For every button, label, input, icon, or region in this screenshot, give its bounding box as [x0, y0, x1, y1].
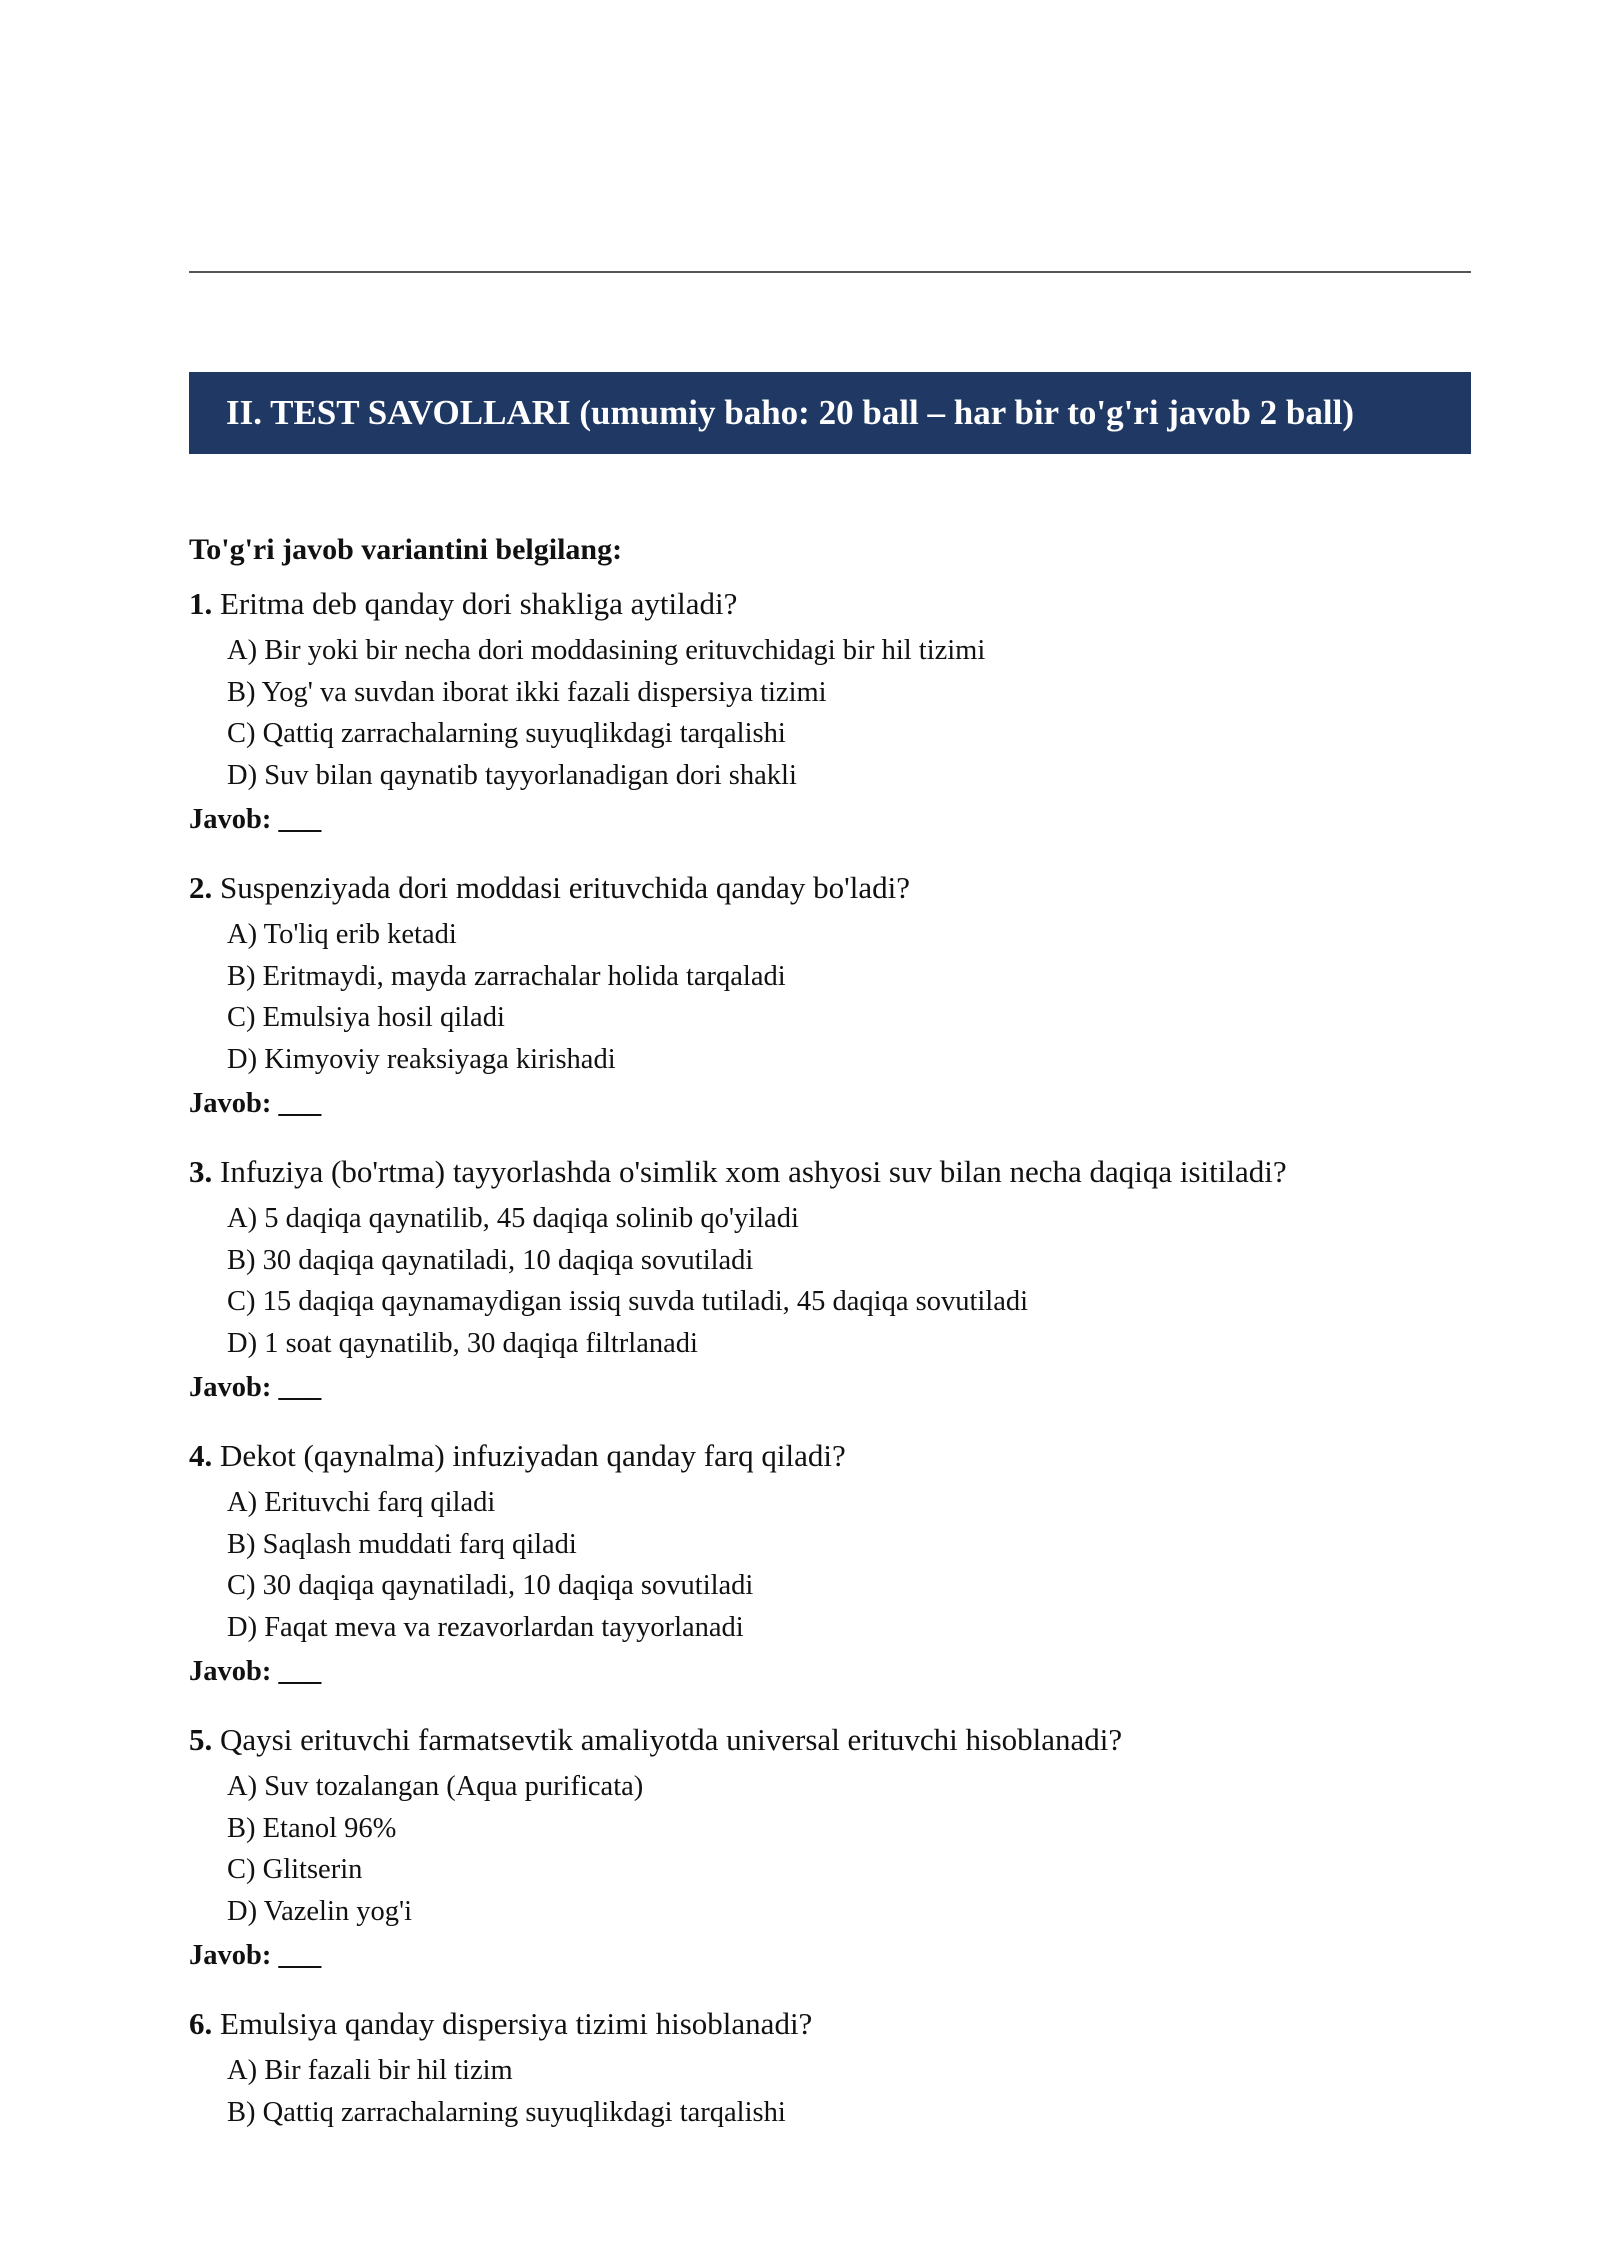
instruction-text: To'g'ri javob variantini belgilang: [189, 533, 623, 566]
answer-label: Javob: [189, 1088, 272, 1119]
question-text: Qaysi erituvchi farmatsevtik amaliyotda universal erituvchi hisoblanadi? [220, 1722, 1123, 1757]
option-a: A) To'liq erib ketadi [227, 919, 457, 950]
answer-blank: ___ [278, 1372, 322, 1403]
question-title [189, 866, 1471, 910]
option-b: B) Eritmaydi, mayda zarrachalar holida tarqaladi [227, 960, 786, 992]
question-number: 3. [189, 1154, 213, 1189]
section-header [189, 372, 1471, 454]
question-title [189, 1718, 1471, 1762]
question-title [189, 1150, 1471, 1194]
answer-label: Javob: [189, 1372, 272, 1403]
answer-line [189, 1084, 1471, 1124]
answer-label: Javob: [189, 1940, 272, 1971]
question-title [189, 1434, 1471, 1478]
option-c: C) Emulsiya hosil qiladi [227, 1002, 505, 1033]
question-4 [189, 1434, 1471, 1692]
answer-label: Javob: [189, 1656, 272, 1687]
question-text: Infuziya (bo'rtma) tayyorlashda o'simlik xom ashyosi suv bilan necha daqiqa isitiladi? [220, 1154, 1287, 1189]
option-b: B) 30 daqiqa qaynatiladi, 10 daqiqa sovutiladi [227, 1244, 754, 1276]
answer-line [189, 1652, 1471, 1692]
question-text: Suspenziyada dori moddasi erituvchida qanday bo'ladi? [220, 870, 910, 905]
option-c: C) Glitserin [227, 1854, 363, 1885]
answer-blank: ___ [278, 1940, 322, 1971]
question-3 [189, 1150, 1471, 1408]
option-c: C) 15 daqiqa qaynamaydigan issiq suvda tutiladi, 45 daqiqa sovutiladi [227, 1286, 1029, 1317]
option-b: B) Saqlash muddati farq qiladi [227, 1528, 577, 1560]
question-title [189, 2002, 1471, 2046]
question-number: 5. [189, 1722, 213, 1757]
question-number: 4. [189, 1438, 213, 1473]
option-d: D) 1 soat qaynatilib, 30 daqiqa filtrlanadi [227, 1327, 698, 1359]
option-a: A) Suv tozalangan (Aqua purificata) [227, 1771, 644, 1802]
answer-blank: ___ [278, 1656, 322, 1687]
question-text: Eritma deb qanday dori shakliga aytiladi? [220, 586, 738, 621]
option-a: A) Erituvchi farq qiladi [227, 1487, 496, 1518]
question-6 [189, 2002, 1471, 2133]
option-d: D) Faqat meva va rezavorlardan tayyorlanadi [227, 1611, 744, 1643]
option-a: A) 5 daqiqa qaynatilib, 45 daqiqa solinib qo'yiladi [227, 1203, 799, 1234]
test-content [189, 528, 1471, 2133]
question-text: Emulsiya qanday dispersiya tizimi hisoblanadi? [220, 2006, 813, 2041]
top-divider [189, 271, 1471, 273]
option-a: A) Bir yoki bir necha dori moddasining erituvchidagi bir hil tizimi [227, 635, 986, 666]
option-d: D) Suv bilan qaynatib tayyorlanadigan dori shakli [227, 759, 797, 791]
question-text: Dekot (qaynalma) infuziyadan qanday farq qiladi? [220, 1438, 846, 1473]
option-d: D) Vazelin yog'i [227, 1895, 413, 1927]
question-number: 6. [189, 2006, 213, 2041]
option-a: A) Bir fazali bir hil tizim [227, 2055, 513, 2086]
section-title: II. TEST SAVOLLARI (umumiy baho: 20 ball – har bir to'g'ri javob 2 ball) [226, 393, 1354, 432]
answer-label: Javob: [189, 804, 272, 835]
question-title [189, 582, 1471, 626]
option-d: D) Kimyoviy reaksiyaga kirishadi [227, 1043, 616, 1075]
question-5 [189, 1718, 1471, 1976]
option-b: B) Qattiq zarrachalarning suyuqlikdagi tarqalishi [227, 2096, 786, 2128]
answer-line [189, 1368, 1471, 1408]
question-2 [189, 866, 1471, 1124]
question-number: 2. [189, 870, 213, 905]
option-c: C) Qattiq zarrachalarning suyuqlikdagi tarqalishi [227, 718, 786, 749]
option-c: C) 30 daqiqa qaynatiladi, 10 daqiqa sovutiladi [227, 1570, 754, 1601]
answer-blank: ___ [278, 1088, 322, 1119]
question-1 [189, 582, 1471, 840]
answer-line [189, 800, 1471, 840]
option-b: B) Yog' va suvdan iborat ikki fazali dispersiya tizimi [227, 676, 827, 708]
option-b: B) Etanol 96% [227, 1812, 397, 1844]
answer-line [189, 1936, 1471, 1976]
question-number: 1. [189, 586, 213, 621]
answer-blank: ___ [278, 804, 322, 835]
